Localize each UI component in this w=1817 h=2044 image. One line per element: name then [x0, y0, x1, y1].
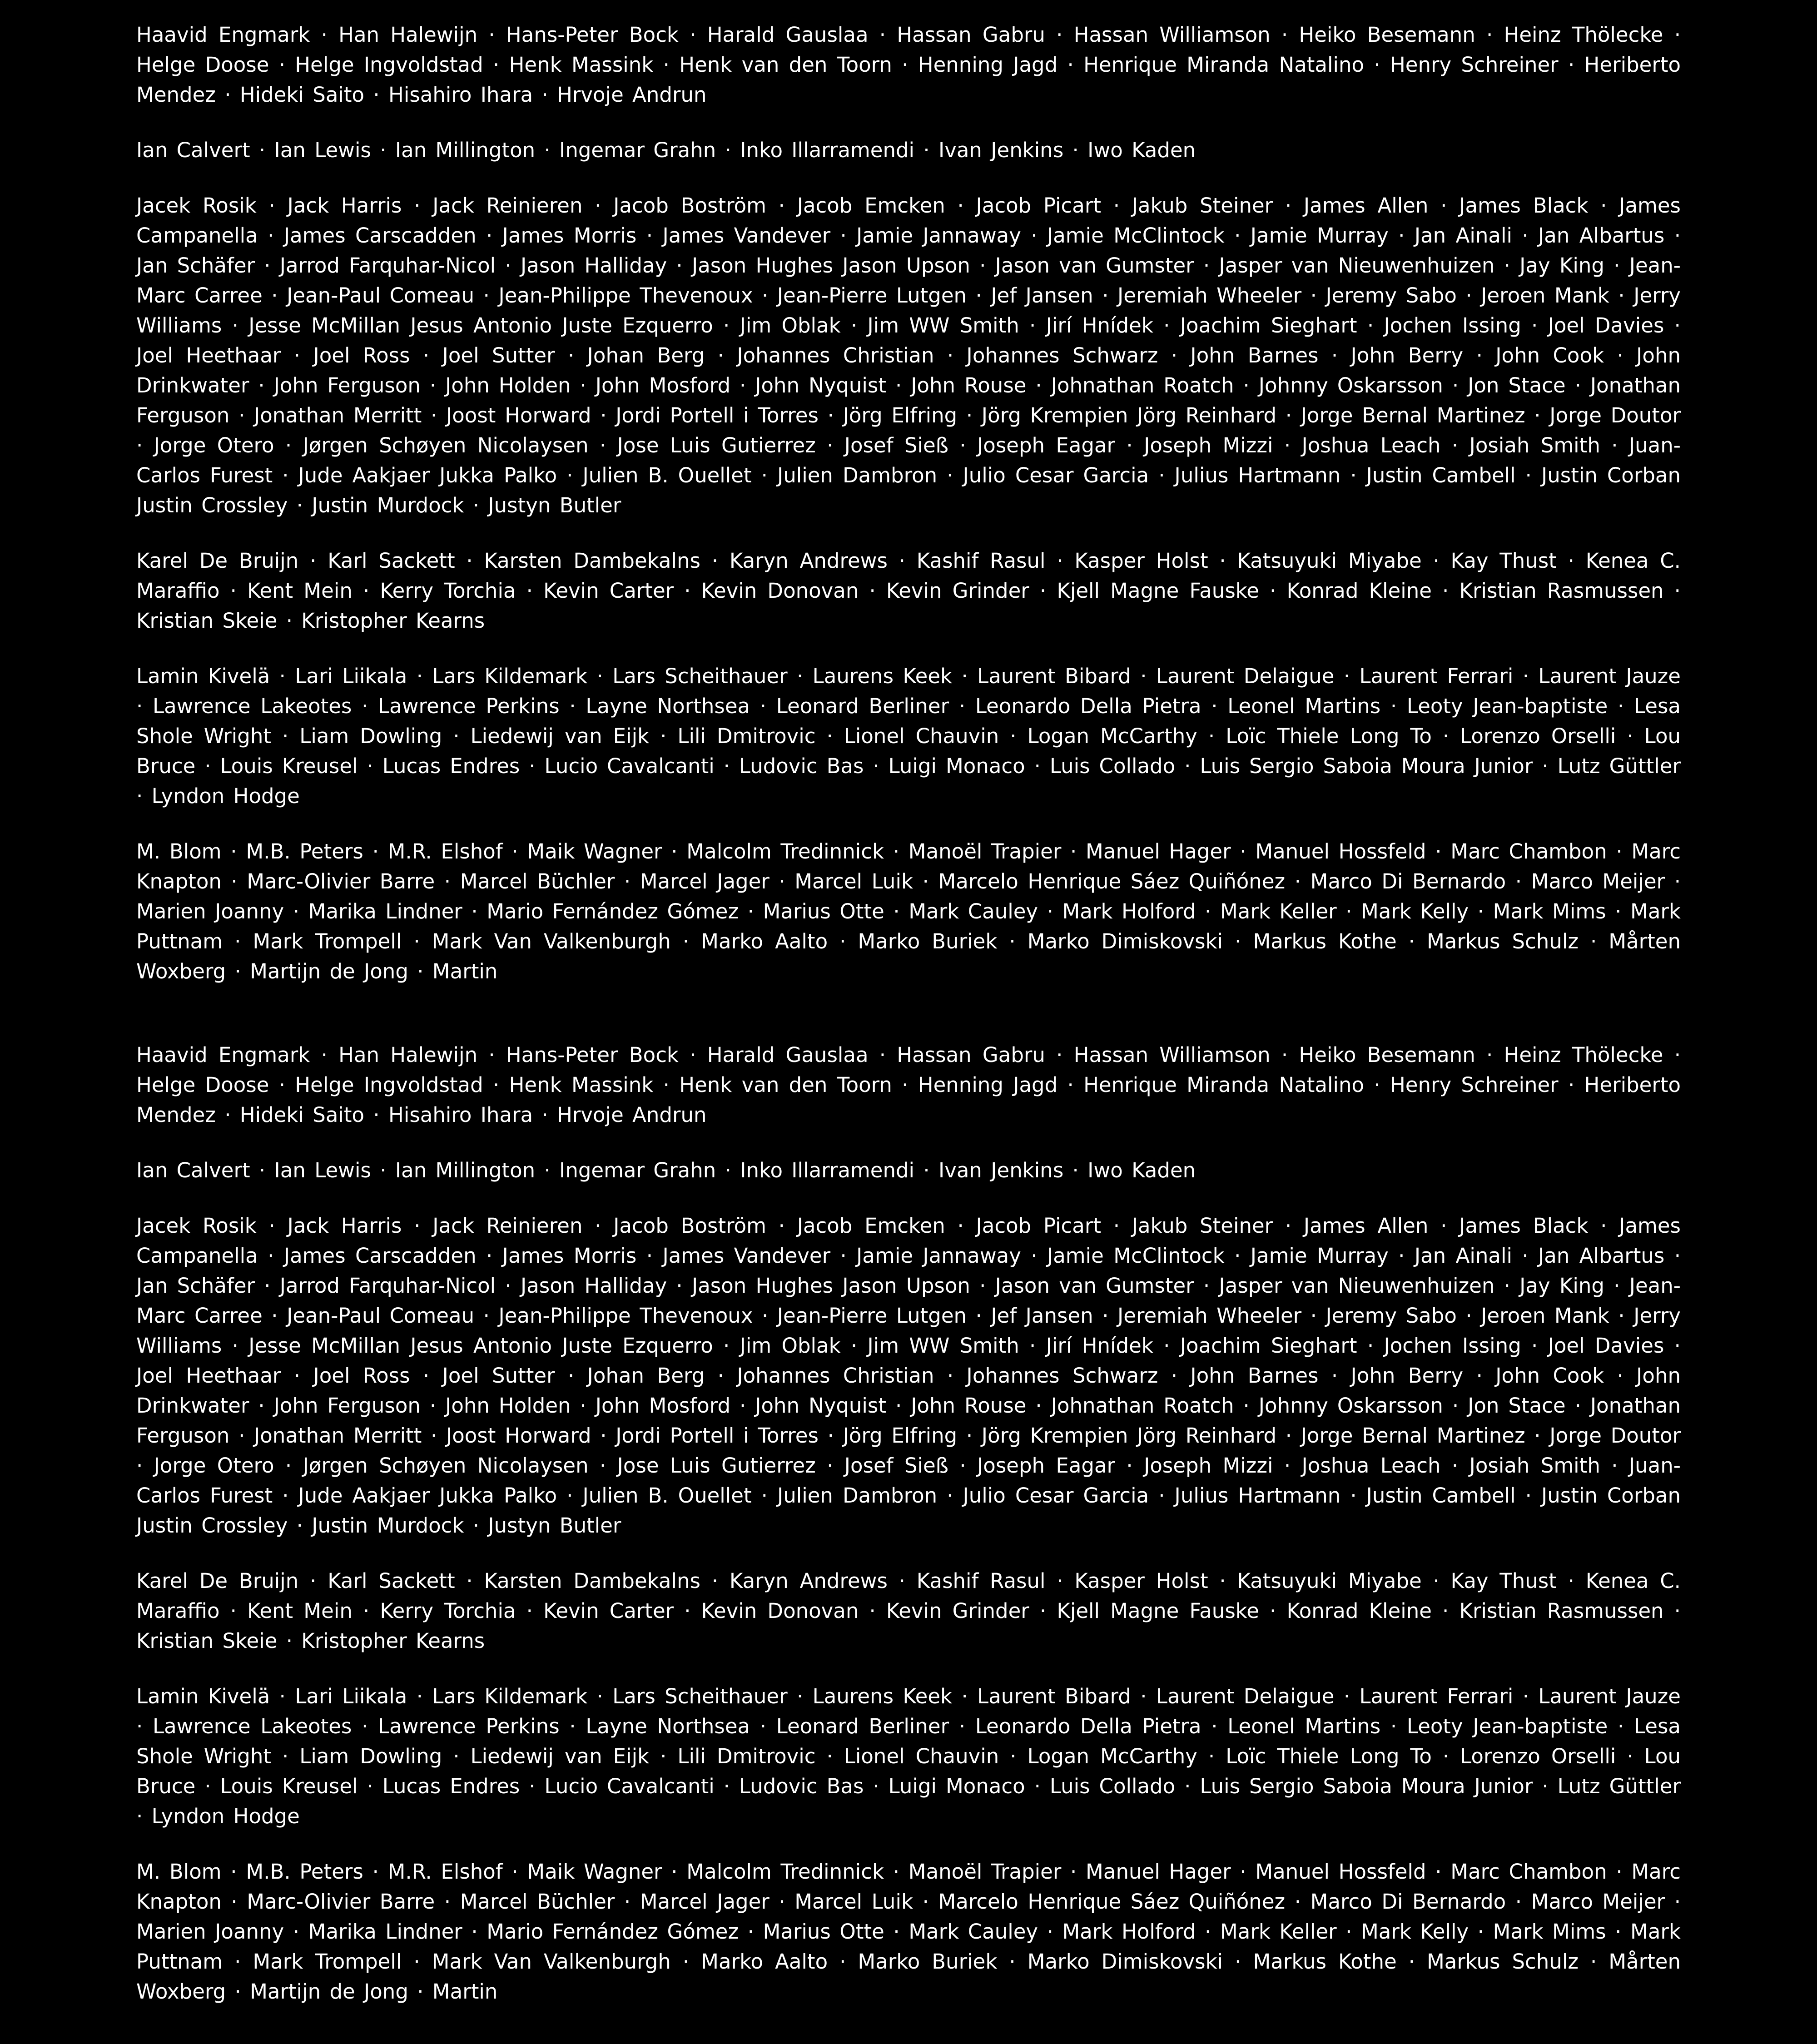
credits-paragraph-h: Haavid Engmark · Han Halewijn · Hans-Peter Bock · Harald Gauslaa · Hassan Gabru · Hassan Williamson · Heiko Besemann · Heinz Thölecke · Helge Doose · Helge Ingvoldstad · Henk Massink · Henk van den Toorn · Henning Jagd · Henrique Miranda Natalino · Henry Schreiner · Heriberto Mendez · Hideki Saito · Hisahiro Ihara · Hrvoje Andrun [136, 1043, 1681, 1127]
credits-paragraph-j: Jacek Rosik · Jack Harris · Jack Reinieren · Jacob Boström · Jacob Emcken · Jacob Picart · Jakub Steiner · James Allen · James Black · James Campanella · James Carscadden · James Morris · James Vandever · Jamie Jannaway · Jamie McClintock · Jamie Murray · Jan Ainali · Jan Albartus · Jan Schäfer · Jarrod Farquhar-Nicol · Jason Halliday · Jason Hughes Jason Upson · Jason van Gumster · Jasper van Nieuwenhuizen · Jay King · Jean-Marc Carree · Jean-Paul Comeau · Jean-Philippe Thevenoux · Jean-Pierre Lutgen · Jef Jansen · Jeremiah Wheeler · Jeremy Sabo · Jeroen Mank · Jerry Williams · Jesse McMillan Jesus Antonio Juste Ezquerro · Jim Oblak · Jim WW Smith · Jirí Hnídek · Joachim Sieghart · Jochen Issing · Joel Davies · Joel Heethaar · Joel Ross · Joel Sutter · Johan Berg · Johannes Christian · Johannes Schwarz · John Barnes · John Berry · John Cook · John Drinkwater · John Ferguson · John Holden · John Mosford · John Nyquist · John Rouse · Johnathan Roatch · Johnny Oskarsson · Jon Stace · Jonathan Ferguson · Jonathan Merritt · Joost Horward · Jordi Portell i Torres · Jörg Elfring · Jörg Krempien Jörg Reinhard · Jorge Bernal Martinez · Jorge Doutor · Jorge Otero · Jørgen Schøyen Nicolaysen · Jose Luis Gutierrez · Josef Sieß · Joseph Eagar · Joseph Mizzi · Joshua Leach · Josiah Smith · Juan-Carlos Furest · Jude Aakjaer Jukka Palko · Julien B. Ouellet · Julien Dambron · Julio Cesar Garcia · Julius Hartmann · Justin Cambell · Justin Corban Justin Crossley · Justin Murdock · Justyn Butler [136, 1214, 1681, 1538]
credits-paragraph-h: Haavid Engmark · Han Halewijn · Hans-Peter Bock · Harald Gauslaa · Hassan Gabru · Hassan Williamson · Heiko Besemann · Heinz Thölecke · Helge Doose · Helge Ingvoldstad · Henk Massink · Henk van den Toorn · Henning Jagd · Henrique Miranda Natalino · Henry Schreiner · Heriberto Mendez · Hideki Saito · Hisahiro Ihara · Hrvoje Andrun [136, 23, 1681, 107]
credits-paragraph-k: Karel De Bruijn · Karl Sackett · Karsten Dambekalns · Karyn Andrews · Kashif Rasul · Kasper Holst · Katsuyuki Miyabe · Kay Thust · Kenea C. Maraffio · Kent Mein · Kerry Torchia · Kevin Carter · Kevin Donovan · Kevin Grinder · Kjell Magne Fauske · Konrad Kleine · Kristian Rasmussen · Kristian Skeie · Kristopher Kearns [136, 1569, 1681, 1653]
credits-paragraph-k: Karel De Bruijn · Karl Sackett · Karsten Dambekalns · Karyn Andrews · Kashif Rasul · Kasper Holst · Katsuyuki Miyabe · Kay Thust · Kenea C. Maraffio · Kent Mein · Kerry Torchia · Kevin Carter · Kevin Donovan · Kevin Grinder · Kjell Magne Fauske · Konrad Kleine · Kristian Rasmussen · Kristian Skeie · Kristopher Kearns [136, 549, 1681, 633]
credits-paragraph-i: Ian Calvert · Ian Lewis · Ian Millington · Ingemar Grahn · Inko Illarramendi · Ivan Jenkins · Iwo Kaden [136, 1158, 1196, 1182]
credits-paragraph-m: M. Blom · M.B. Peters · M.R. Elshof · Maik Wagner · Malcolm Tredinnick · Manoël Trapier · Manuel Hager · Manuel Hossfeld · Marc Chambon · Marc Knapton · Marc-Olivier Barre · Marcel Büchler · Marcel Jager · Marcel Luik · Marcelo Henrique Sáez Quiñónez · Marco Di Bernardo · Marco Meijer · Marien Joanny · Marika Lindner · Mario Fernández Gómez · Marius Otte · Mark Cauley · Mark Holford · Mark Keller · Mark Kelly · Mark Mims · Mark Puttnam · Mark Trompell · Mark Van Valkenburgh · Marko Aalto · Marko Buriek · Marko Dimiskovski · Markus Kothe · Markus Schulz · Mårten Woxberg · Martijn de Jong · Martin [136, 839, 1681, 983]
credits-paragraph-m: M. Blom · M.B. Peters · M.R. Elshof · Maik Wagner · Malcolm Tredinnick · Manoël Trapier · Manuel Hager · Manuel Hossfeld · Marc Chambon · Marc Knapton · Marc-Olivier Barre · Marcel Büchler · Marcel Jager · Marcel Luik · Marcelo Henrique Sáez Quiñónez · Marco Di Bernardo · Marco Meijer · Marien Joanny · Marika Lindner · Mario Fernández Gómez · Marius Otte · Mark Cauley · Mark Holford · Mark Keller · Mark Kelly · Mark Mims · Mark Puttnam · Mark Trompell · Mark Van Valkenburgh · Marko Aalto · Marko Buriek · Marko Dimiskovski · Markus Kothe · Markus Schulz · Mårten Woxberg · Martijn de Jong · Martin [136, 1860, 1681, 2004]
credits-paragraph-l: Lamin Kivelä · Lari Liikala · Lars Kildemark · Lars Scheithauer · Laurens Keek · Laurent Bibard · Laurent Delaigue · Laurent Ferrari · Laurent Jauze · Lawrence Lakeotes · Lawrence Perkins · Layne Northsea · Leonard Berliner · Leonardo Della Pietra · Leonel Martins · Leoty Jean-baptiste · Lesa Shole Wright · Liam Dowling · Liedewij van Eijk · Lili Dmitrovic · Lionel Chauvin · Logan McCarthy · Loïc Thiele Long To · Lorenzo Orselli · Lou Bruce · Louis Kreusel · Lucas Endres · Lucio Cavalcanti · Ludovic Bas · Luigi Monaco · Luis Collado · Luis Sergio Saboia Moura Junior · Lutz Güttler · Lyndon Hodge [136, 664, 1681, 808]
credits-paragraph-i: Ian Calvert · Ian Lewis · Ian Millington · Ingemar Grahn · Inko Illarramendi · Ivan Jenkins · Iwo Kaden [136, 138, 1196, 162]
credits-paragraph-l: Lamin Kivelä · Lari Liikala · Lars Kildemark · Lars Scheithauer · Laurens Keek · Laurent Bibard · Laurent Delaigue · Laurent Ferrari · Laurent Jauze · Lawrence Lakeotes · Lawrence Perkins · Layne Northsea · Leonard Berliner · Leonardo Della Pietra · Leonel Martins · Leoty Jean-baptiste · Lesa Shole Wright · Liam Dowling · Liedewij van Eijk · Lili Dmitrovic · Lionel Chauvin · Logan McCarthy · Loïc Thiele Long To · Lorenzo Orselli · Lou Bruce · Louis Kreusel · Lucas Endres · Lucio Cavalcanti · Ludovic Bas · Luigi Monaco · Luis Collado · Luis Sergio Saboia Moura Junior · Lutz Güttler · Lyndon Hodge [136, 1684, 1681, 1828]
credits-copy-2 [0, 1020, 1817, 2040]
credits-paragraph-j: Jacek Rosik · Jack Harris · Jack Reinieren · Jacob Boström · Jacob Emcken · Jacob Picart · Jakub Steiner · James Allen · James Black · James Campanella · James Carscadden · James Morris · James Vandever · Jamie Jannaway · Jamie McClintock · Jamie Murray · Jan Ainali · Jan Albartus · Jan Schäfer · Jarrod Farquhar-Nicol · Jason Halliday · Jason Hughes Jason Upson · Jason van Gumster · Jasper van Nieuwenhuizen · Jay King · Jean-Marc Carree · Jean-Paul Comeau · Jean-Philippe Thevenoux · Jean-Pierre Lutgen · Jef Jansen · Jeremiah Wheeler · Jeremy Sabo · Jeroen Mank · Jerry Williams · Jesse McMillan Jesus Antonio Juste Ezquerro · Jim Oblak · Jim WW Smith · Jirí Hnídek · Joachim Sieghart · Jochen Issing · Joel Davies · Joel Heethaar · Joel Ross · Joel Sutter · Johan Berg · Johannes Christian · Johannes Schwarz · John Barnes · John Berry · John Cook · John Drinkwater · John Ferguson · John Holden · John Mosford · John Nyquist · John Rouse · Johnathan Roatch · Johnny Oskarsson · Jon Stace · Jonathan Ferguson · Jonathan Merritt · Joost Horward · Jordi Portell i Torres · Jörg Elfring · Jörg Krempien Jörg Reinhard · Jorge Bernal Martinez · Jorge Doutor · Jorge Otero · Jørgen Schøyen Nicolaysen · Jose Luis Gutierrez · Josef Sieß · Joseph Eagar · Joseph Mizzi · Joshua Leach · Josiah Smith · Juan-Carlos Furest · Jude Aakjaer Jukka Palko · Julien B. Ouellet · Julien Dambron · Julio Cesar Garcia · Julius Hartmann · Justin Cambell · Justin Corban Justin Crossley · Justin Murdock · Justyn Butler [136, 193, 1681, 517]
credits-copy-1 [0, 0, 1817, 1020]
